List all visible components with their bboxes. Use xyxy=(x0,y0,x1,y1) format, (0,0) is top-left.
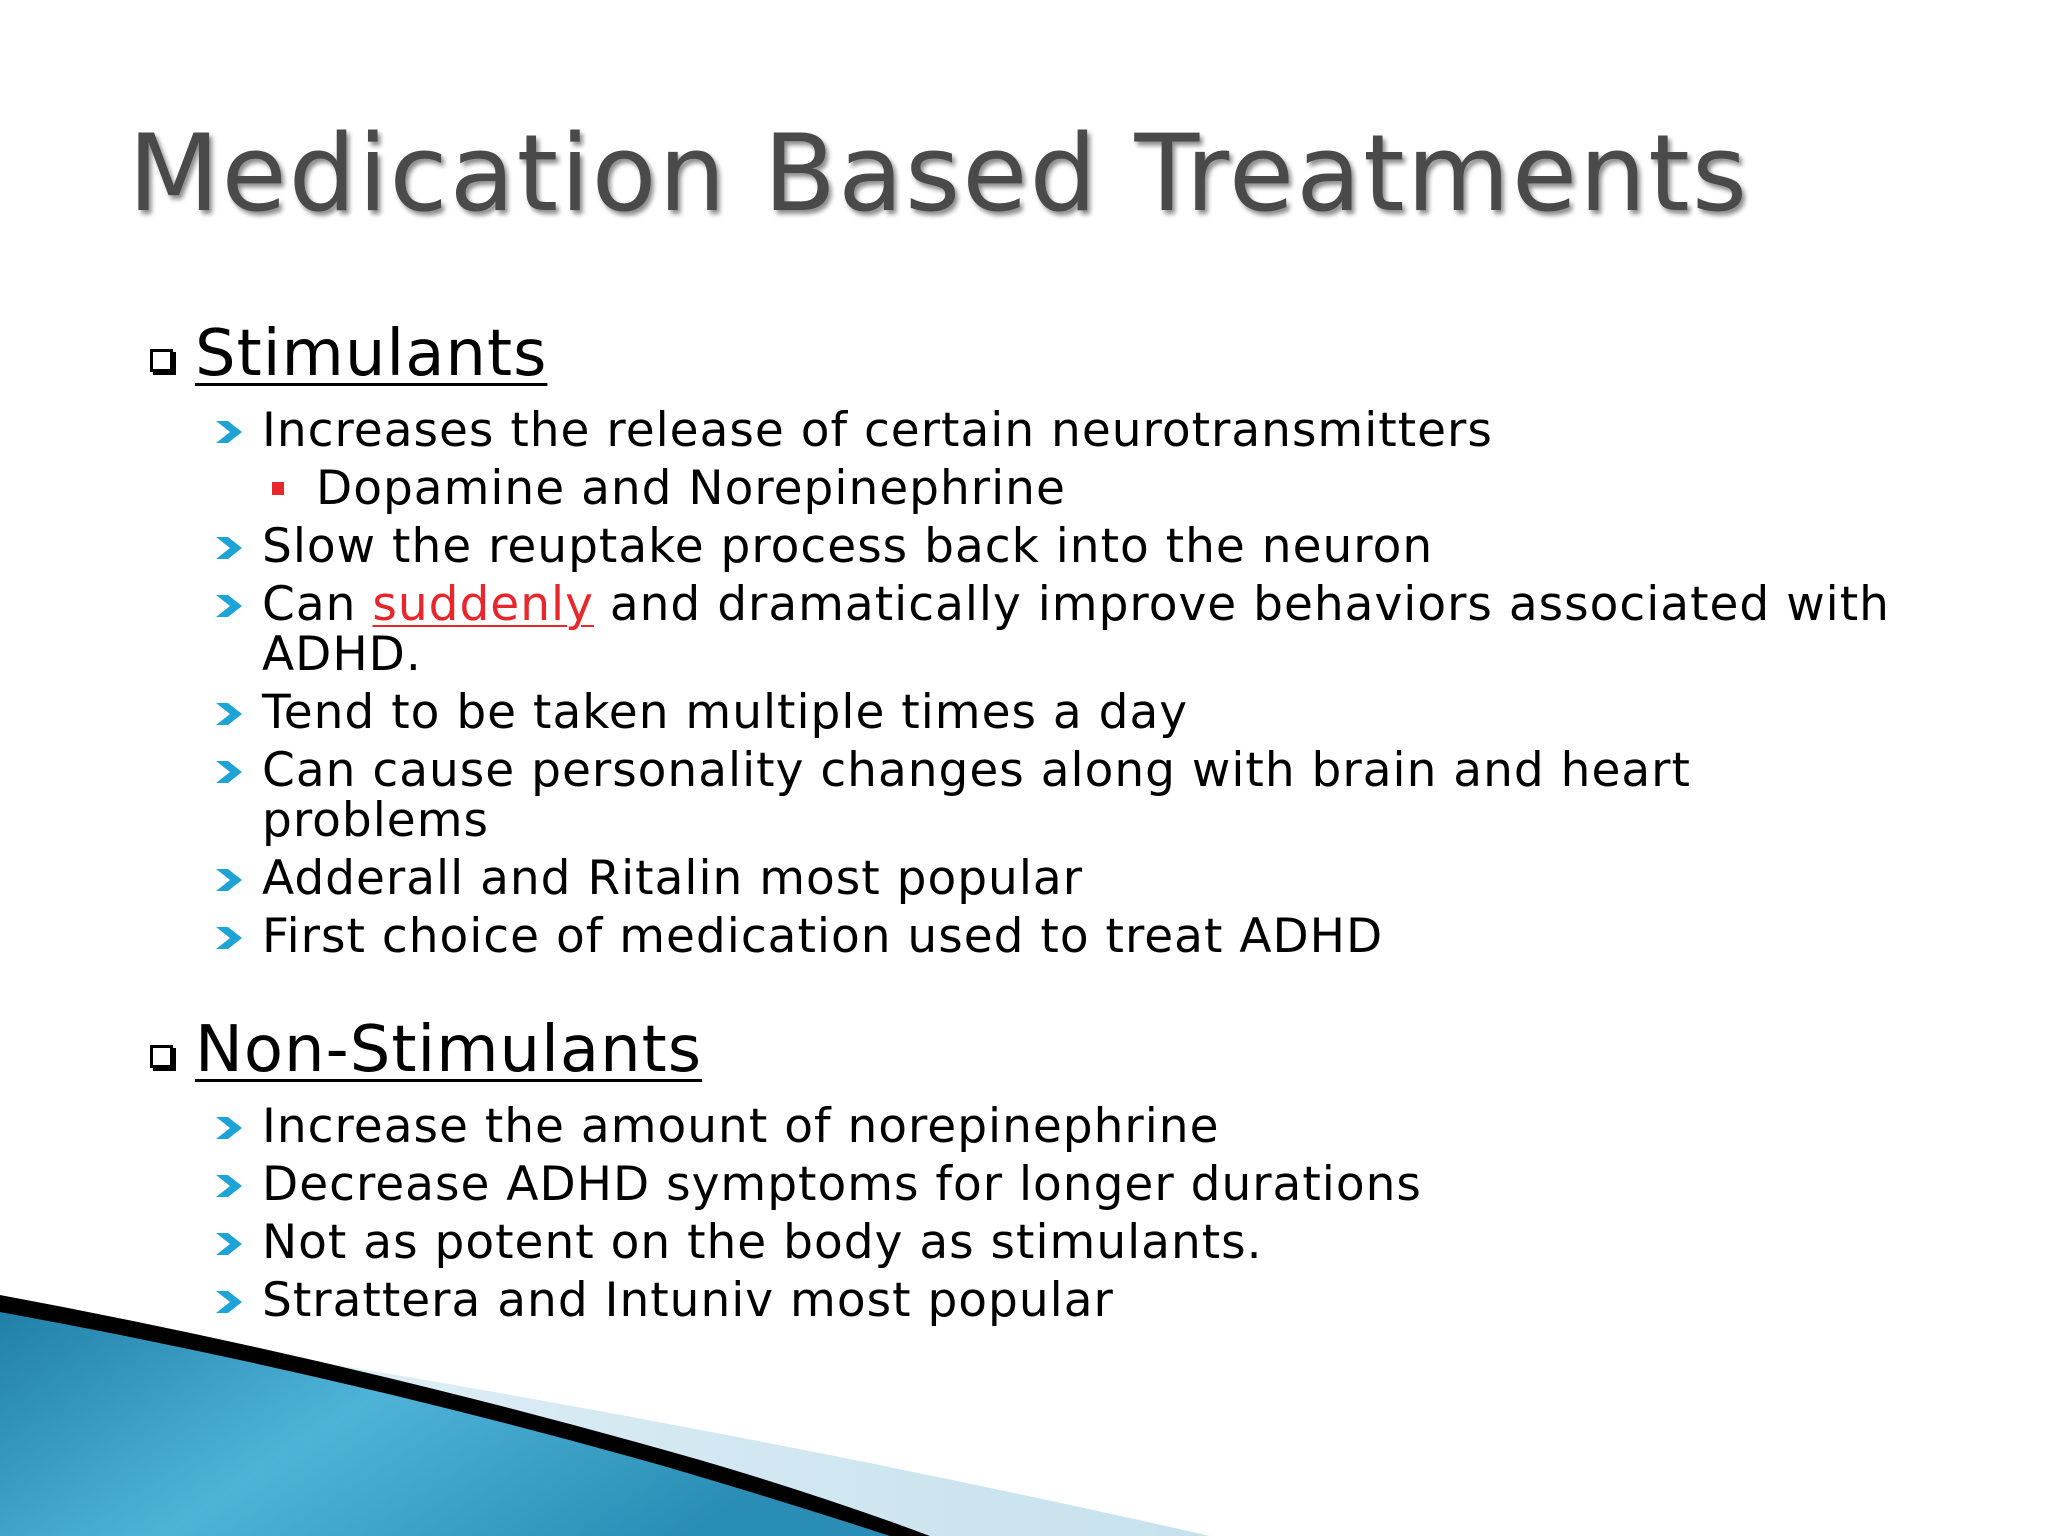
list-item: Can suddenly and dramatically improve behaviors associated with ADHD. xyxy=(150,580,2000,680)
list-item: Decrease ADHD symptoms for longer durations xyxy=(150,1160,2000,1210)
arrow-right-icon xyxy=(214,757,246,787)
section-non-stimulants xyxy=(150,1006,2000,1334)
arrow-right-icon xyxy=(214,1171,246,1201)
arrow-right-icon xyxy=(214,1229,246,1259)
list-item: Slow the reuptake process back into the neuron xyxy=(150,522,2000,572)
arrow-right-icon xyxy=(214,699,246,729)
red-square-icon xyxy=(272,482,284,495)
section-stimulants xyxy=(150,310,2000,970)
sub-list-item: Dopamine and Norepinephrine xyxy=(150,464,2000,514)
arrow-right-icon xyxy=(214,1287,246,1317)
arrow-right-icon xyxy=(214,417,246,447)
arrow-right-icon xyxy=(214,923,246,953)
section-heading xyxy=(150,1006,2000,1094)
list-item: Increases the release of certain neurotransmitters xyxy=(150,406,2000,456)
list-item: Adderall and Ritalin most popular xyxy=(150,854,2000,904)
arrow-right-icon xyxy=(214,533,246,563)
list-item: Not as potent on the body as stimulants. xyxy=(150,1218,2000,1268)
list-item: Tend to be taken multiple times a day xyxy=(150,688,2000,738)
list-item: Can cause personality changes along with brain and heart problems xyxy=(150,746,1812,846)
hollow-square-icon xyxy=(150,1045,173,1068)
list-item: First choice of medication used to treat ADHD xyxy=(150,912,2000,962)
arrow-right-icon xyxy=(214,591,246,621)
list-item: Strattera and Intuniv most popular xyxy=(150,1276,2000,1326)
list-item: Increase the amount of norepinephrine xyxy=(150,1102,2000,1152)
emphasis-word: suddenly xyxy=(372,577,594,632)
section-heading-text: Non-Stimulants xyxy=(195,1013,703,1087)
slide-title: Medication Based Treatments xyxy=(128,112,1750,235)
arrow-right-icon xyxy=(214,1113,246,1143)
section-heading-text: Stimulants xyxy=(195,317,548,391)
arrow-right-icon xyxy=(214,865,246,895)
hollow-square-icon xyxy=(150,349,173,372)
section-heading xyxy=(150,310,2000,398)
